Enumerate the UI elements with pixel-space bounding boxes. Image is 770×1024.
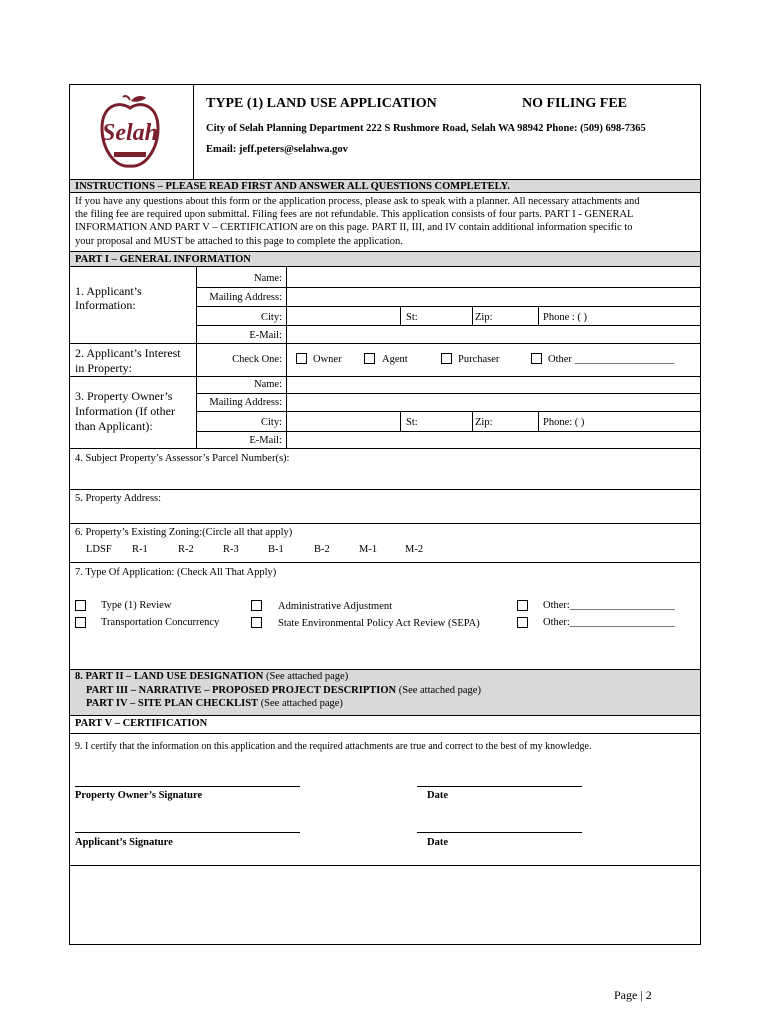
instructions-line: the filing fee are required upon submittal. Filing fees are not refundable. This application consists of four parts. PART I - GENERAL xyxy=(75,209,634,220)
interest-label: in Property: xyxy=(75,361,132,375)
applicant-email-label: E-Mail: xyxy=(249,330,282,341)
owner-name-field[interactable] xyxy=(288,377,698,392)
zoning-option[interactable]: B-2 xyxy=(314,544,330,555)
owner-email-field[interactable] xyxy=(288,432,698,447)
form-title: TYPE (1) LAND USE APPLICATION xyxy=(206,96,437,111)
applicant-date-line[interactable] xyxy=(417,832,582,833)
owner-email-label: E-Mail: xyxy=(249,435,282,446)
administrative-adjustment-label: Administrative Adjustment xyxy=(278,601,393,612)
zoning-option[interactable]: R-2 xyxy=(178,544,194,555)
instructions-heading: INSTRUCTIONS – PLEASE READ FIRST AND ANSWER ALL QUESTIONS COMPLETELY. xyxy=(75,181,510,192)
applicant-zip-field[interactable] xyxy=(496,307,536,324)
interest-label: 2. Applicant’s Interest xyxy=(75,346,181,360)
parcel-number-field[interactable] xyxy=(70,466,698,488)
zoning-option[interactable]: R-3 xyxy=(223,544,239,555)
logo-text: Selah xyxy=(101,120,159,146)
property-address-label: 5. Property Address: xyxy=(75,493,162,504)
owner-phone-label: Phone: ( ) xyxy=(543,417,585,428)
apple-logo-icon xyxy=(98,94,162,172)
applicant-signature-line[interactable] xyxy=(75,832,300,833)
owner-option-label: Owner xyxy=(313,354,342,365)
applicant-city-field[interactable] xyxy=(288,307,398,324)
applicant-phone-label: Phone : ( ) xyxy=(543,312,588,323)
property-address-field[interactable] xyxy=(70,506,698,522)
owner-signature-line[interactable] xyxy=(75,786,300,787)
application-type-label: 7. Type Of Application: (Check All That Apply) xyxy=(75,567,277,578)
transportation-concurrency-label: Transportation Concurrency xyxy=(101,617,220,628)
owner-st-label: St: xyxy=(406,417,418,428)
check-one-label: Check One: xyxy=(232,354,282,365)
sepa-checkbox[interactable] xyxy=(251,617,262,628)
owner-zip-label: Zip: xyxy=(475,417,493,428)
owner-date-label: Date xyxy=(427,790,448,801)
owner-zip-field[interactable] xyxy=(496,412,536,430)
applicant-city-label: City: xyxy=(260,312,282,323)
applicant-label: Information: xyxy=(75,298,136,312)
sepa-label: State Environmental Policy Act Review (SEPA) xyxy=(278,618,480,629)
other-type-checkbox-2[interactable] xyxy=(517,617,528,628)
part2-line: 8. PART II – LAND USE DESIGNATION (See attached page) xyxy=(75,671,349,682)
city-logo xyxy=(98,94,162,172)
owner-signature-label: Property Owner’s Signature xyxy=(75,790,203,801)
owner-phone-field[interactable] xyxy=(620,412,698,430)
applicant-st-label: St: xyxy=(406,312,418,323)
owner-info-label: 3. Property Owner’s xyxy=(75,389,173,403)
type1-review-label: Type (1) Review xyxy=(101,600,172,611)
type1-review-checkbox[interactable] xyxy=(75,600,86,611)
part1-heading: PART I – GENERAL INFORMATION xyxy=(75,254,251,265)
owner-city-field[interactable] xyxy=(288,412,398,430)
zoning-option[interactable]: LDSF xyxy=(86,544,112,555)
agent-checkbox[interactable] xyxy=(364,353,375,364)
other-interest-checkbox[interactable] xyxy=(531,353,542,364)
applicant-email-field[interactable] xyxy=(288,326,698,342)
other-type-label-2: Other:____________________ xyxy=(543,617,675,628)
applicant-zip-label: Zip: xyxy=(475,312,493,323)
transportation-concurrency-checkbox[interactable] xyxy=(75,617,86,628)
owner-checkbox[interactable] xyxy=(296,353,307,364)
applicant-mailing-field[interactable] xyxy=(288,288,698,305)
owner-city-label: City: xyxy=(260,417,282,428)
applicant-st-field[interactable] xyxy=(422,307,470,324)
form-border-right xyxy=(700,84,701,945)
form-border-top xyxy=(69,84,700,85)
purchaser-option-label: Purchaser xyxy=(458,354,500,365)
applicant-label: 1. Applicant’s xyxy=(75,284,142,298)
certification-statement: 9. I certify that the information on this application and the required attachments are true and correct to the best of my knowledge. xyxy=(75,741,592,752)
part4-line: PART IV – SITE PLAN CHECKLIST (See attached page) xyxy=(86,698,343,709)
page-number: Page | 2 xyxy=(614,988,652,1002)
owner-name-label: Name: xyxy=(254,379,282,390)
header-divider xyxy=(193,84,194,179)
zoning-option[interactable]: M-1 xyxy=(359,544,378,555)
owner-info-label: Information (If other xyxy=(75,404,175,418)
applicant-date-label: Date xyxy=(427,837,448,848)
owner-date-line[interactable] xyxy=(417,786,582,787)
zoning-option[interactable]: M-2 xyxy=(405,544,424,555)
applicant-signature-label: Applicant’s Signature xyxy=(75,837,173,848)
fee-label: NO FILING FEE xyxy=(522,96,628,111)
owner-st-field[interactable] xyxy=(422,412,470,430)
zoning-option[interactable]: R-1 xyxy=(132,544,148,555)
department-address: City of Selah Planning Department 222 S Rushmore Road, Selah WA 98942 Phone: (509) 698-7365 xyxy=(206,123,646,134)
instructions-line: INFORMATION AND PART V – CERTIFICATION are on this page. PART II, III, and IV contain additional information specific to xyxy=(75,222,633,233)
department-email: Email: jeff.peters@selahwa.gov xyxy=(206,144,348,155)
zoning-option[interactable]: B-1 xyxy=(268,544,284,555)
owner-mailing-field[interactable] xyxy=(288,394,698,410)
part3-line: PART III – NARRATIVE – PROPOSED PROJECT DESCRIPTION (See attached page) xyxy=(86,685,481,696)
other-interest-label: Other ___________________ xyxy=(548,354,675,365)
agent-option-label: Agent xyxy=(382,354,408,365)
instructions-line: your proposal and MUST be attached to this page to complete the application. xyxy=(75,236,403,247)
other-type-checkbox-1[interactable] xyxy=(517,600,528,611)
purchaser-checkbox[interactable] xyxy=(441,353,452,364)
parcel-number-label: 4. Subject Property’s Assessor’s Parcel Number(s): xyxy=(75,453,290,464)
other-type-label-1: Other:____________________ xyxy=(543,600,675,611)
applicant-name-field[interactable] xyxy=(288,268,698,285)
instructions-line: If you have any questions about this form or the application process, please ask to speak with a planner. All necessary attachments and xyxy=(75,196,640,207)
owner-mailing-label: Mailing Address: xyxy=(209,397,282,408)
administrative-adjustment-checkbox[interactable] xyxy=(251,600,262,611)
applicant-mailing-label: Mailing Address: xyxy=(209,292,282,303)
applicant-phone-field[interactable] xyxy=(620,307,698,324)
zoning-label: 6. Property’s Existing Zoning:(Circle all that apply) xyxy=(75,527,293,538)
form-border-bottom xyxy=(69,944,700,945)
part5-heading: PART V – CERTIFICATION xyxy=(75,718,208,729)
owner-info-label: than Applicant): xyxy=(75,419,153,433)
applicant-name-label: Name: xyxy=(254,273,282,284)
